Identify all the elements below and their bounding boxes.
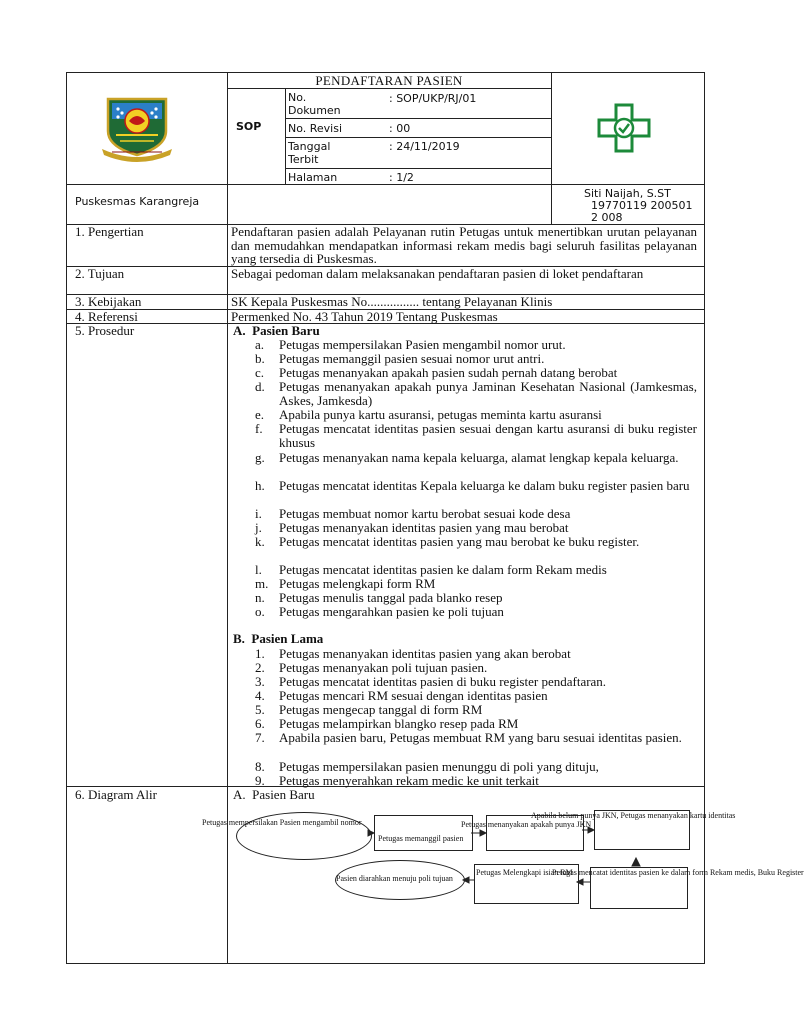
field-no-revisi-label: No. Revisi <box>288 122 343 135</box>
flow-rm-record-label: Petugas mencatat identitas pasien ke dalam form Rekam medis, Buku Register <box>552 868 804 877</box>
field-halaman-value: : 1/2 <box>389 171 414 184</box>
list-item: 2. Petugas menanyakan poli tujuan pasien. <box>255 660 488 675</box>
field-no-dokumen-label: No. Dokumen <box>288 91 341 117</box>
sop-title: PENDAFTARAN PASIEN <box>315 73 463 88</box>
flow-end-label: Pasien diarahkan menuju poli tujuan <box>336 874 453 883</box>
diagram-heading: A. Pasien Baru <box>233 787 315 802</box>
pasien-lama-heading: B. Pasien Lama <box>233 631 324 646</box>
list-item: 1. Petugas menanyakan identitas pasien yang akan berobat <box>255 646 571 661</box>
list-item: j. Petugas menanyakan identitas pasien yang mau berobat <box>255 520 569 535</box>
pasien-baru-heading: A. Pasien Baru <box>233 323 320 338</box>
list-item: 8. Petugas mempersilakan pasien menunggu di poli yang dituju, <box>255 759 599 774</box>
list-item: h. Petugas mencatat identitas Kepala keluarga ke dalam buku register pasien baru <box>255 478 690 493</box>
section-label-prosedur: 5. Prosedur <box>75 323 135 338</box>
flow-complete-rm-label: Petugas Melengkapi isian RM <box>476 868 573 877</box>
section-label-tujuan: 2. Tujuan <box>75 266 125 281</box>
list-item: a. Petugas mempersilakan Pasien mengambil nomor urut. <box>255 337 566 352</box>
section-label-kebijakan: 3. Kebijakan <box>75 294 142 309</box>
list-item: g. Petugas menanyakan nama kepala keluarga, alamat lengkap kepala keluarga. <box>255 450 679 465</box>
referensi-text: Permenked No. 43 Tahun 2019 Tentang Puskesmas <box>231 309 498 324</box>
list-item: b. Petugas memanggil pasien sesuai nomor urut antri. <box>255 351 545 366</box>
signatory-name: Siti Naijah, S.ST <box>584 187 671 200</box>
list-item: m. Petugas melengkapi form RM <box>255 576 436 591</box>
section-label-pengertian: 1. Pengertian <box>75 224 144 239</box>
section-label-referensi: 4. Referensi <box>75 309 138 324</box>
list-item: l. Petugas mencatat identitas pasien ke dalam form Rekam medis <box>255 562 607 577</box>
list-item: 9. Petugas menyerahkan rekam medic ke unit terkait <box>255 773 539 788</box>
field-no-revisi-value: : 00 <box>389 122 411 135</box>
list-item: d. Petugas menanyakan apakah punya Jaminan Kesehatan Nasional (Jamkesmas, Askes, Jamkesda) <box>255 379 697 408</box>
flow-call-label: Petugas memanggil pasien <box>378 834 464 843</box>
field-tanggal-value: : 24/11/2019 <box>389 140 460 153</box>
list-item: f. Petugas mencatat identitas pasien sesuai dengan kartu asuransi di buku register khusus <box>255 421 697 450</box>
field-halaman-label: Halaman <box>288 171 338 184</box>
field-no-dokumen-value: : SOP/UKP/RJ/01 <box>389 92 477 105</box>
pengertian-text: Pendaftaran pasien adalah Pelayanan rutin Petugas untuk menertibkan urutan pelayanan dan memudahkan mendapatkan informasi rekam medis bagi seluruh fasilitas pelayanan yang tersedia di Puskesmas. <box>231 224 697 266</box>
list-item: o. Petugas mengarahkan pasien ke poli tujuan <box>255 604 504 619</box>
signatory-nip: 19770119 200501 2 008 <box>591 199 693 224</box>
list-item: 7. Apabila pasien baru, Petugas membuat RM yang baru sesuai identitas pasien. <box>255 730 682 745</box>
section-label-diagram: 6. Diagram Alir <box>75 787 157 802</box>
field-tanggal-label: Tanggal Terbit <box>288 140 331 166</box>
list-item: 4. Petugas mencari RM sesuai dengan identitas pasien <box>255 688 548 703</box>
list-item: 5. Petugas mengecap tanggal di form RM <box>255 702 483 717</box>
list-item: i. Petugas membuat nomor kartu berobat sesuai kode desa <box>255 506 571 521</box>
institution-name: Puskesmas Karangreja <box>75 195 200 208</box>
kebijakan-text: SK Kepala Puskesmas No................ tentang Pelayanan Klinis <box>231 294 553 309</box>
flow-start-label: Petugas mempersilakan Pasien mengambil nomor <box>202 818 362 827</box>
flow-jkn-label: Apabila belum punya JKN, Petugas menanyakan kartu identitas <box>531 811 736 820</box>
sop-label: SOP <box>236 120 262 133</box>
list-item: c. Petugas menanyakan apakah pasien sudah pernah datang berobat <box>255 365 618 380</box>
tujuan-text: Sebagai pedoman dalam melaksanakan pendaftaran pasien di loket pendaftaran <box>231 266 644 281</box>
list-item: 6. Petugas melampirkan blangko resep pada RM <box>255 716 519 731</box>
flow-ask-label: Petugas menanyakan apakah punya JKN <box>461 820 592 829</box>
list-item: k. Petugas mencatat identitas pasien yang mau berobat ke buku register. <box>255 534 640 549</box>
list-item: 3. Petugas mencatat identitas pasien di buku register pendaftaran. <box>255 674 607 689</box>
list-item: n. Petugas menulis tanggal pada blanko resep <box>255 590 503 605</box>
list-item: e. Apabila punya kartu asuransi, petugas meminta kartu asuransi <box>255 407 602 422</box>
